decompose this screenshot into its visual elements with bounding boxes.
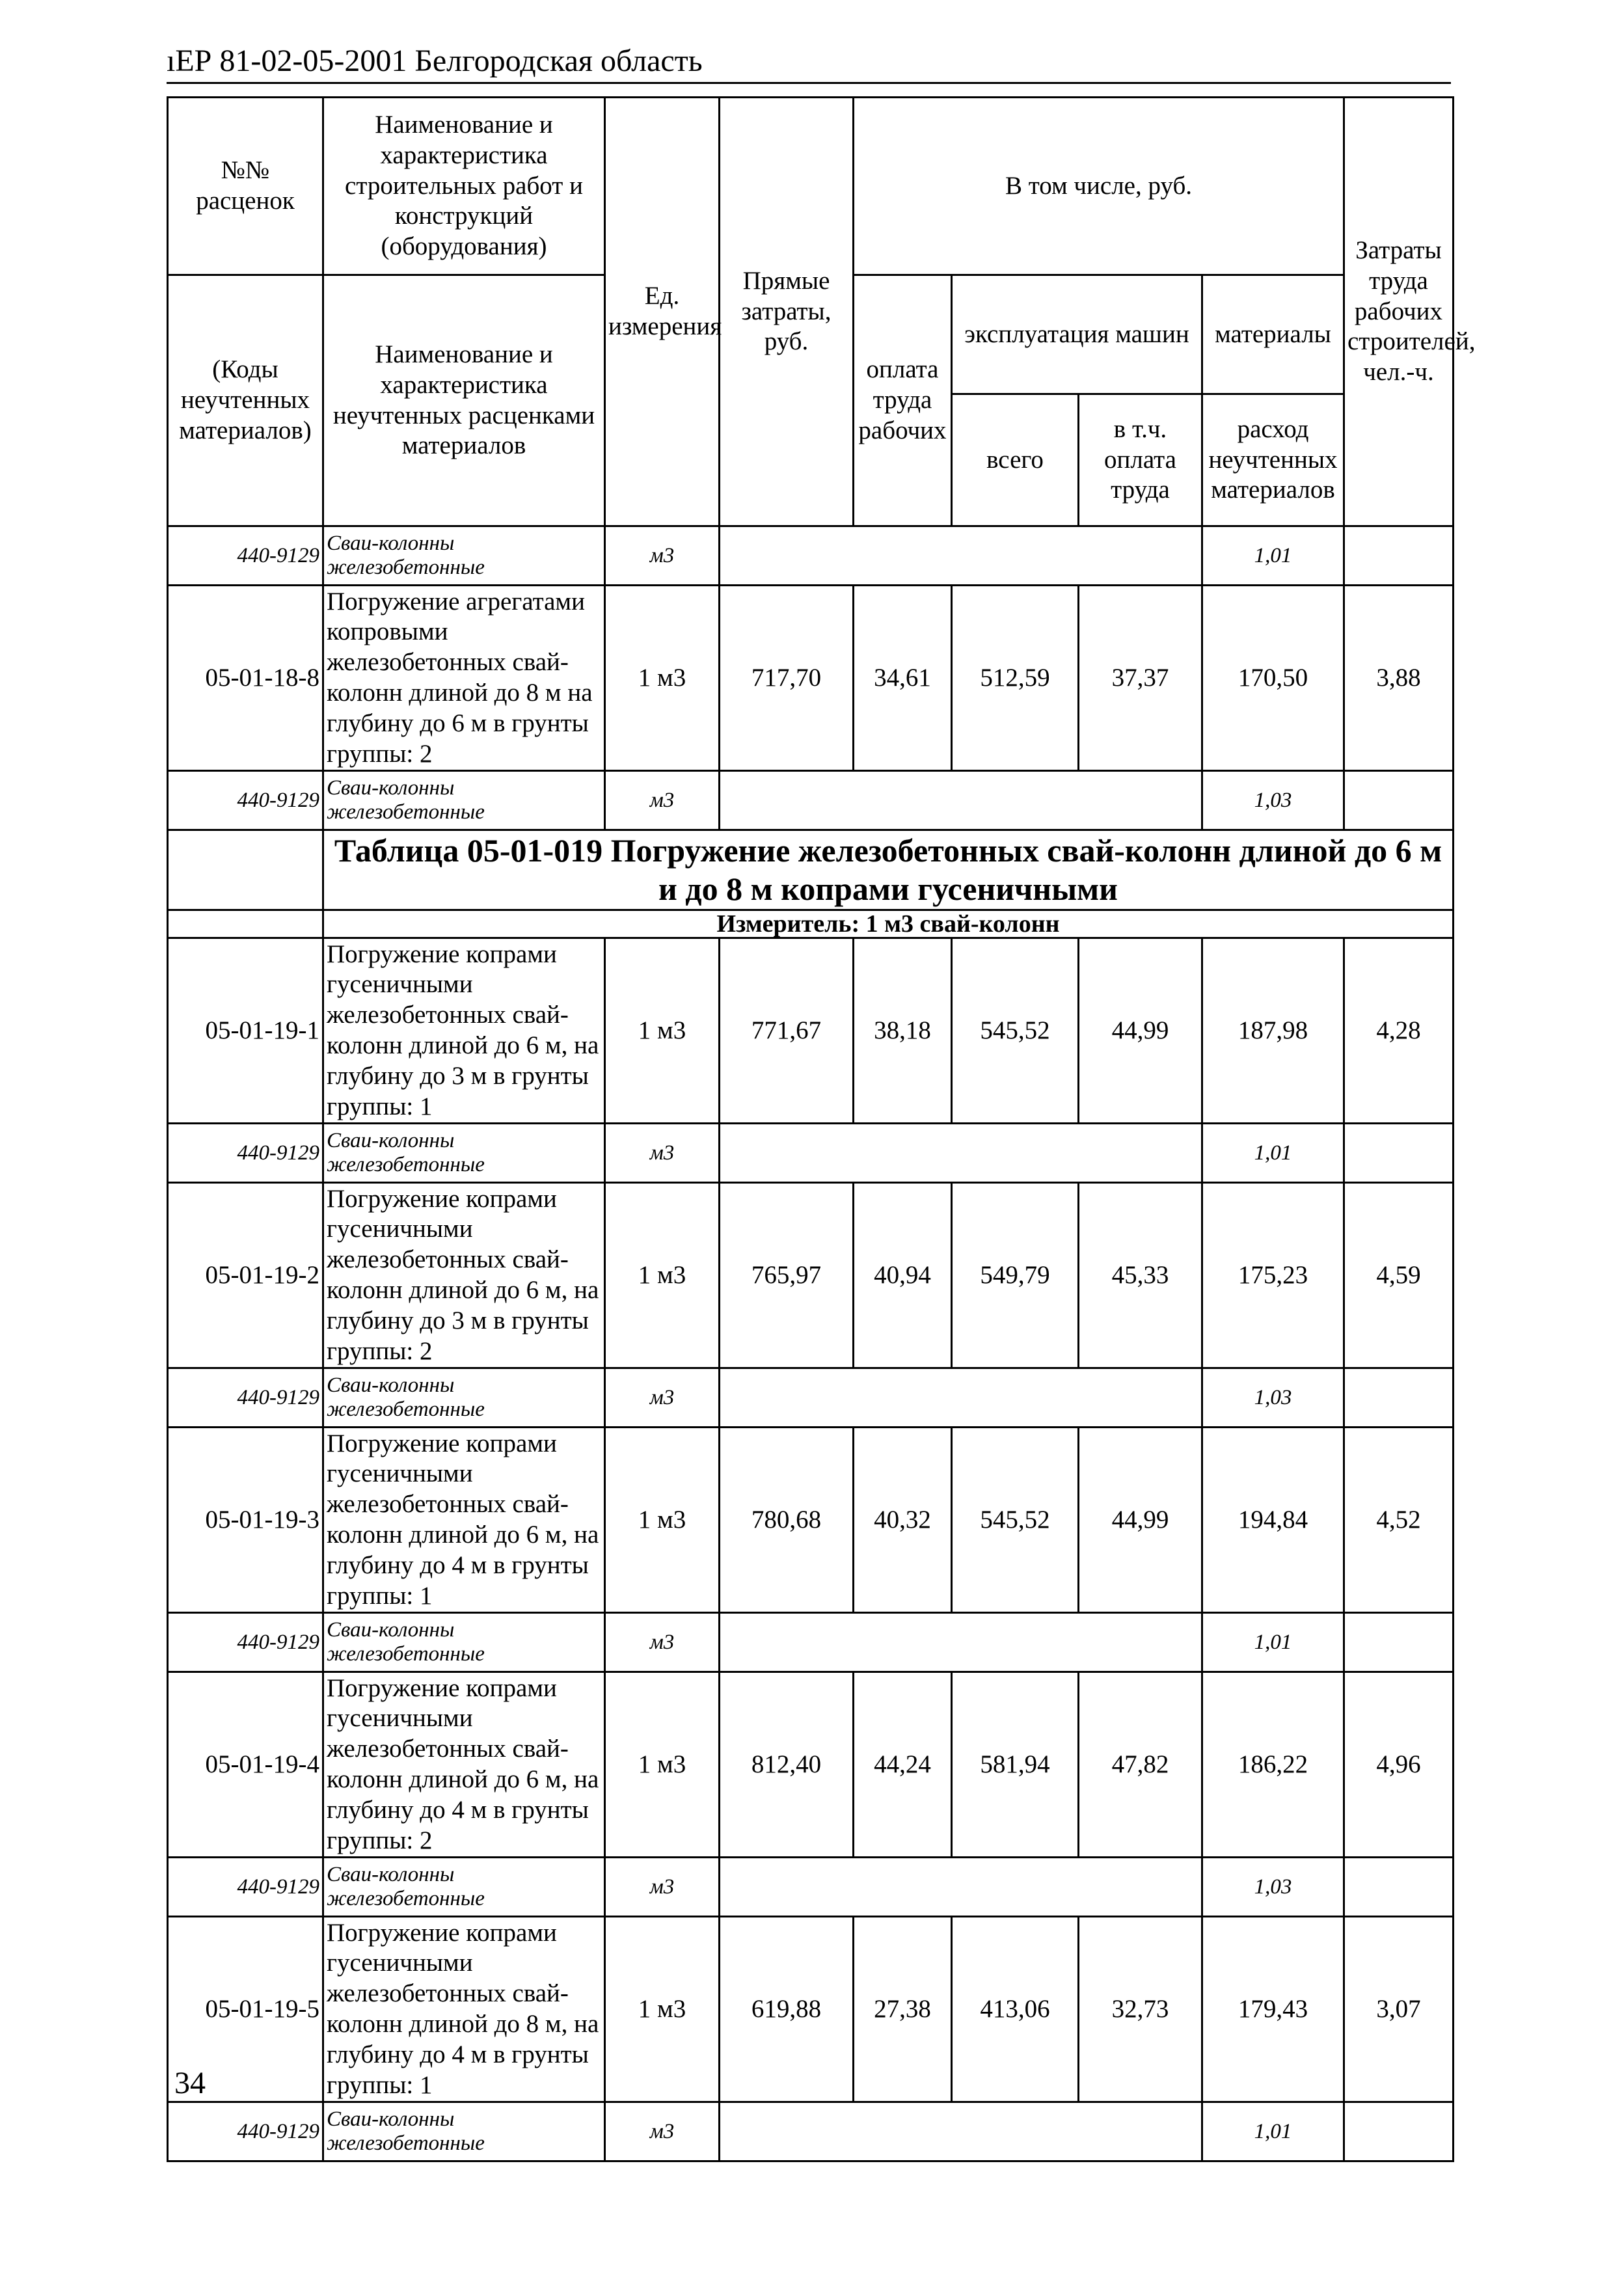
section-title-row	[168, 830, 1454, 910]
rate-row	[168, 1917, 1454, 2102]
material-row	[168, 1613, 1454, 1672]
material-labor-blank	[1344, 1368, 1454, 1428]
col-name-unaccounted-header: Наименование и характеристика неучтенных расценками материалов	[323, 275, 605, 526]
material-labor-blank	[1344, 1124, 1454, 1183]
material-blank	[720, 1368, 1202, 1428]
rate-labor: 4,59	[1344, 1183, 1454, 1368]
material-name: Сваи-колонны железобетонные	[323, 526, 605, 586]
rate-unit: 1 м3	[605, 1917, 720, 2102]
rate-description: Погружение копрами гусеничными железобетонных свай-колонн длиной до 8 м, на глубину до 4 м в грунты группы: 1	[323, 1917, 605, 2102]
rate-materials: 170,50	[1202, 586, 1344, 771]
rate-row	[168, 1428, 1454, 1613]
col-materials-unaccounted-header: расход неучтенных материалов	[1202, 394, 1344, 526]
col-unit-header: Ед. измерения	[605, 98, 720, 526]
material-name: Сваи-колонны железобетонные	[323, 1124, 605, 1183]
material-amount: 1,03	[1202, 1368, 1344, 1428]
material-code: 440-9129	[168, 2102, 323, 2161]
rate-unit: 1 м3	[605, 1672, 720, 1858]
rate-machines-wage: 45,33	[1079, 1183, 1202, 1368]
rate-code: 05-01-19-5	[168, 1917, 323, 2102]
rate-labor: 4,96	[1344, 1672, 1454, 1858]
section-meter-row	[168, 910, 1454, 938]
rate-wage: 34,61	[854, 586, 952, 771]
material-row	[168, 771, 1454, 830]
rates-table	[167, 96, 1476, 2162]
rate-description: Погружение копрами гусеничными железобетонных свай-колонн длиной до 6 м, на глубину до 4 м в грунты группы: 1	[323, 1428, 605, 1613]
material-blank	[720, 771, 1202, 830]
rate-row	[168, 1672, 1454, 1858]
material-labor-blank	[1344, 1613, 1454, 1672]
rows-top	[168, 526, 1454, 830]
rate-wage: 38,18	[854, 938, 952, 1124]
header-title: ЕР 81-02-05-2001 Белгородская область	[175, 44, 703, 78]
rate-code: 05-01-19-3	[168, 1428, 323, 1613]
material-name: Сваи-колонны железобетонные	[323, 1368, 605, 1428]
rate-unit: 1 м3	[605, 1428, 720, 1613]
header-row-1	[168, 98, 1454, 275]
rate-machines-wage: 44,99	[1079, 1428, 1202, 1613]
rate-wage: 44,24	[854, 1672, 952, 1858]
material-row	[168, 2102, 1454, 2161]
rate-materials: 175,23	[1202, 1183, 1344, 1368]
rate-direct-costs: 765,97	[720, 1183, 854, 1368]
rate-wage: 27,38	[854, 1917, 952, 2102]
material-code: 440-9129	[168, 526, 323, 586]
material-name: Сваи-колонны железобетонные	[323, 771, 605, 830]
header-marker: ı	[167, 44, 176, 78]
section-title: Таблица 05-01-019 Погружение железобетонных свай-колонн длиной до 6 м и до 8 м копрами гусеничными	[323, 830, 1454, 910]
col-machines-total-header: всего	[952, 394, 1079, 526]
material-labor-blank	[1344, 1858, 1454, 1917]
col-wage-header: оплата труда рабочих	[854, 275, 952, 526]
material-code: 440-9129	[168, 1368, 323, 1428]
material-amount: 1,01	[1202, 526, 1344, 586]
rate-labor: 3,88	[1344, 586, 1454, 771]
col-machines-header: эксплуатация машин	[952, 275, 1202, 394]
rate-machines-total: 413,06	[952, 1917, 1079, 2102]
rate-materials: 194,84	[1202, 1428, 1344, 1613]
material-code: 440-9129	[168, 1858, 323, 1917]
material-amount: 1,03	[1202, 1858, 1344, 1917]
material-row	[168, 1858, 1454, 1917]
rate-labor: 3,07	[1344, 1917, 1454, 2102]
material-unit: м3	[605, 526, 720, 586]
rate-machines-total: 549,79	[952, 1183, 1079, 1368]
material-row	[168, 526, 1454, 586]
material-unit: м3	[605, 1368, 720, 1428]
material-code: 440-9129	[168, 1124, 323, 1183]
material-name: Сваи-колонны железобетонные	[323, 1858, 605, 1917]
material-labor-blank	[1344, 771, 1454, 830]
rate-direct-costs: 771,67	[720, 938, 854, 1124]
material-unit: м3	[605, 2102, 720, 2161]
material-amount: 1,01	[1202, 1613, 1344, 1672]
rate-materials: 187,98	[1202, 938, 1344, 1124]
col-including-header: В том числе, руб.	[854, 98, 1344, 275]
col-machines-wage-header: в т.ч. оплата труда	[1079, 394, 1202, 526]
material-amount: 1,01	[1202, 2102, 1344, 2161]
rate-description: Погружение копрами гусеничными железобетонных свай-колонн длиной до 6 м, на глубину до 4 м в грунты группы: 2	[323, 1672, 605, 1858]
material-name: Сваи-колонны железобетонные	[323, 2102, 605, 2161]
rate-wage: 40,94	[854, 1183, 952, 1368]
material-row	[168, 1368, 1454, 1428]
material-unit: м3	[605, 1613, 720, 1672]
material-blank	[720, 526, 1202, 586]
rate-machines-total: 512,59	[952, 586, 1079, 771]
rate-unit: 1 м3	[605, 586, 720, 771]
rate-machines-total: 545,52	[952, 1428, 1079, 1613]
rate-machines-wage: 47,82	[1079, 1672, 1202, 1858]
rate-unit: 1 м3	[605, 1183, 720, 1368]
rate-code: 05-01-18-8	[168, 586, 323, 771]
col-labor-header: Затраты труда рабочих строителей, чел.-ч.	[1344, 98, 1454, 526]
section-meter: Измеритель: 1 м3 свай-колонн	[323, 910, 1454, 938]
rate-machines-total: 581,94	[952, 1672, 1079, 1858]
rate-description: Погружение агрегатами копровыми железобетонных свай-колонн длиной до 8 м на глубину до 6 м в грунты группы: 2	[323, 586, 605, 771]
rate-labor: 4,52	[1344, 1428, 1454, 1613]
rate-materials: 186,22	[1202, 1672, 1344, 1858]
material-blank	[720, 1613, 1202, 1672]
rate-code: 05-01-19-4	[168, 1672, 323, 1858]
rate-labor: 4,28	[1344, 938, 1454, 1124]
rate-direct-costs: 717,70	[720, 586, 854, 771]
col-code-header: №№ расценок	[168, 98, 323, 275]
material-amount: 1,01	[1202, 1124, 1344, 1183]
rate-machines-wage: 44,99	[1079, 938, 1202, 1124]
material-unit: м3	[605, 1124, 720, 1183]
rate-direct-costs: 812,40	[720, 1672, 854, 1858]
col-name-header: Наименование и характеристика строительных работ и конструкций (оборудования)	[323, 98, 605, 275]
rate-direct-costs: 619,88	[720, 1917, 854, 2102]
rate-row	[168, 586, 1454, 771]
rate-machines-wage: 37,37	[1079, 586, 1202, 771]
rate-row	[168, 938, 1454, 1124]
rate-machines-wage: 32,73	[1079, 1917, 1202, 2102]
rate-row	[168, 1183, 1454, 1368]
material-labor-blank	[1344, 526, 1454, 586]
col-direct-header: Прямые затраты, руб.	[720, 98, 854, 526]
material-code: 440-9129	[168, 1613, 323, 1672]
material-unit: м3	[605, 1858, 720, 1917]
rate-code: 05-01-19-2	[168, 1183, 323, 1368]
material-code: 440-9129	[168, 771, 323, 830]
rate-unit: 1 м3	[605, 938, 720, 1124]
rate-direct-costs: 780,68	[720, 1428, 854, 1613]
material-blank	[720, 1124, 1202, 1183]
rows-bottom	[168, 938, 1454, 2161]
material-row	[168, 1124, 1454, 1183]
rate-machines-total: 545,52	[952, 938, 1079, 1124]
page-header	[167, 40, 1451, 84]
rate-wage: 40,32	[854, 1428, 952, 1613]
material-blank	[720, 1858, 1202, 1917]
material-unit: м3	[605, 771, 720, 830]
col-code-unaccounted-header: (Коды неучтенных материалов)	[168, 275, 323, 526]
material-blank	[720, 2102, 1202, 2161]
material-amount: 1,03	[1202, 771, 1344, 830]
col-materials-header: материалы	[1202, 275, 1344, 394]
rate-description: Погружение копрами гусеничными железобетонных свай-колонн длиной до 6 м, на глубину до 3 м в грунты группы: 2	[323, 1183, 605, 1368]
material-labor-blank	[1344, 2102, 1454, 2161]
rate-description: Погружение копрами гусеничными железобетонных свай-колонн длиной до 6 м, на глубину до 3 м в грунты группы: 1	[323, 938, 605, 1124]
material-name: Сваи-колонны железобетонные	[323, 1613, 605, 1672]
rate-materials: 179,43	[1202, 1917, 1344, 2102]
page-number: 34	[174, 2066, 206, 2100]
rate-code: 05-01-19-1	[168, 938, 323, 1124]
